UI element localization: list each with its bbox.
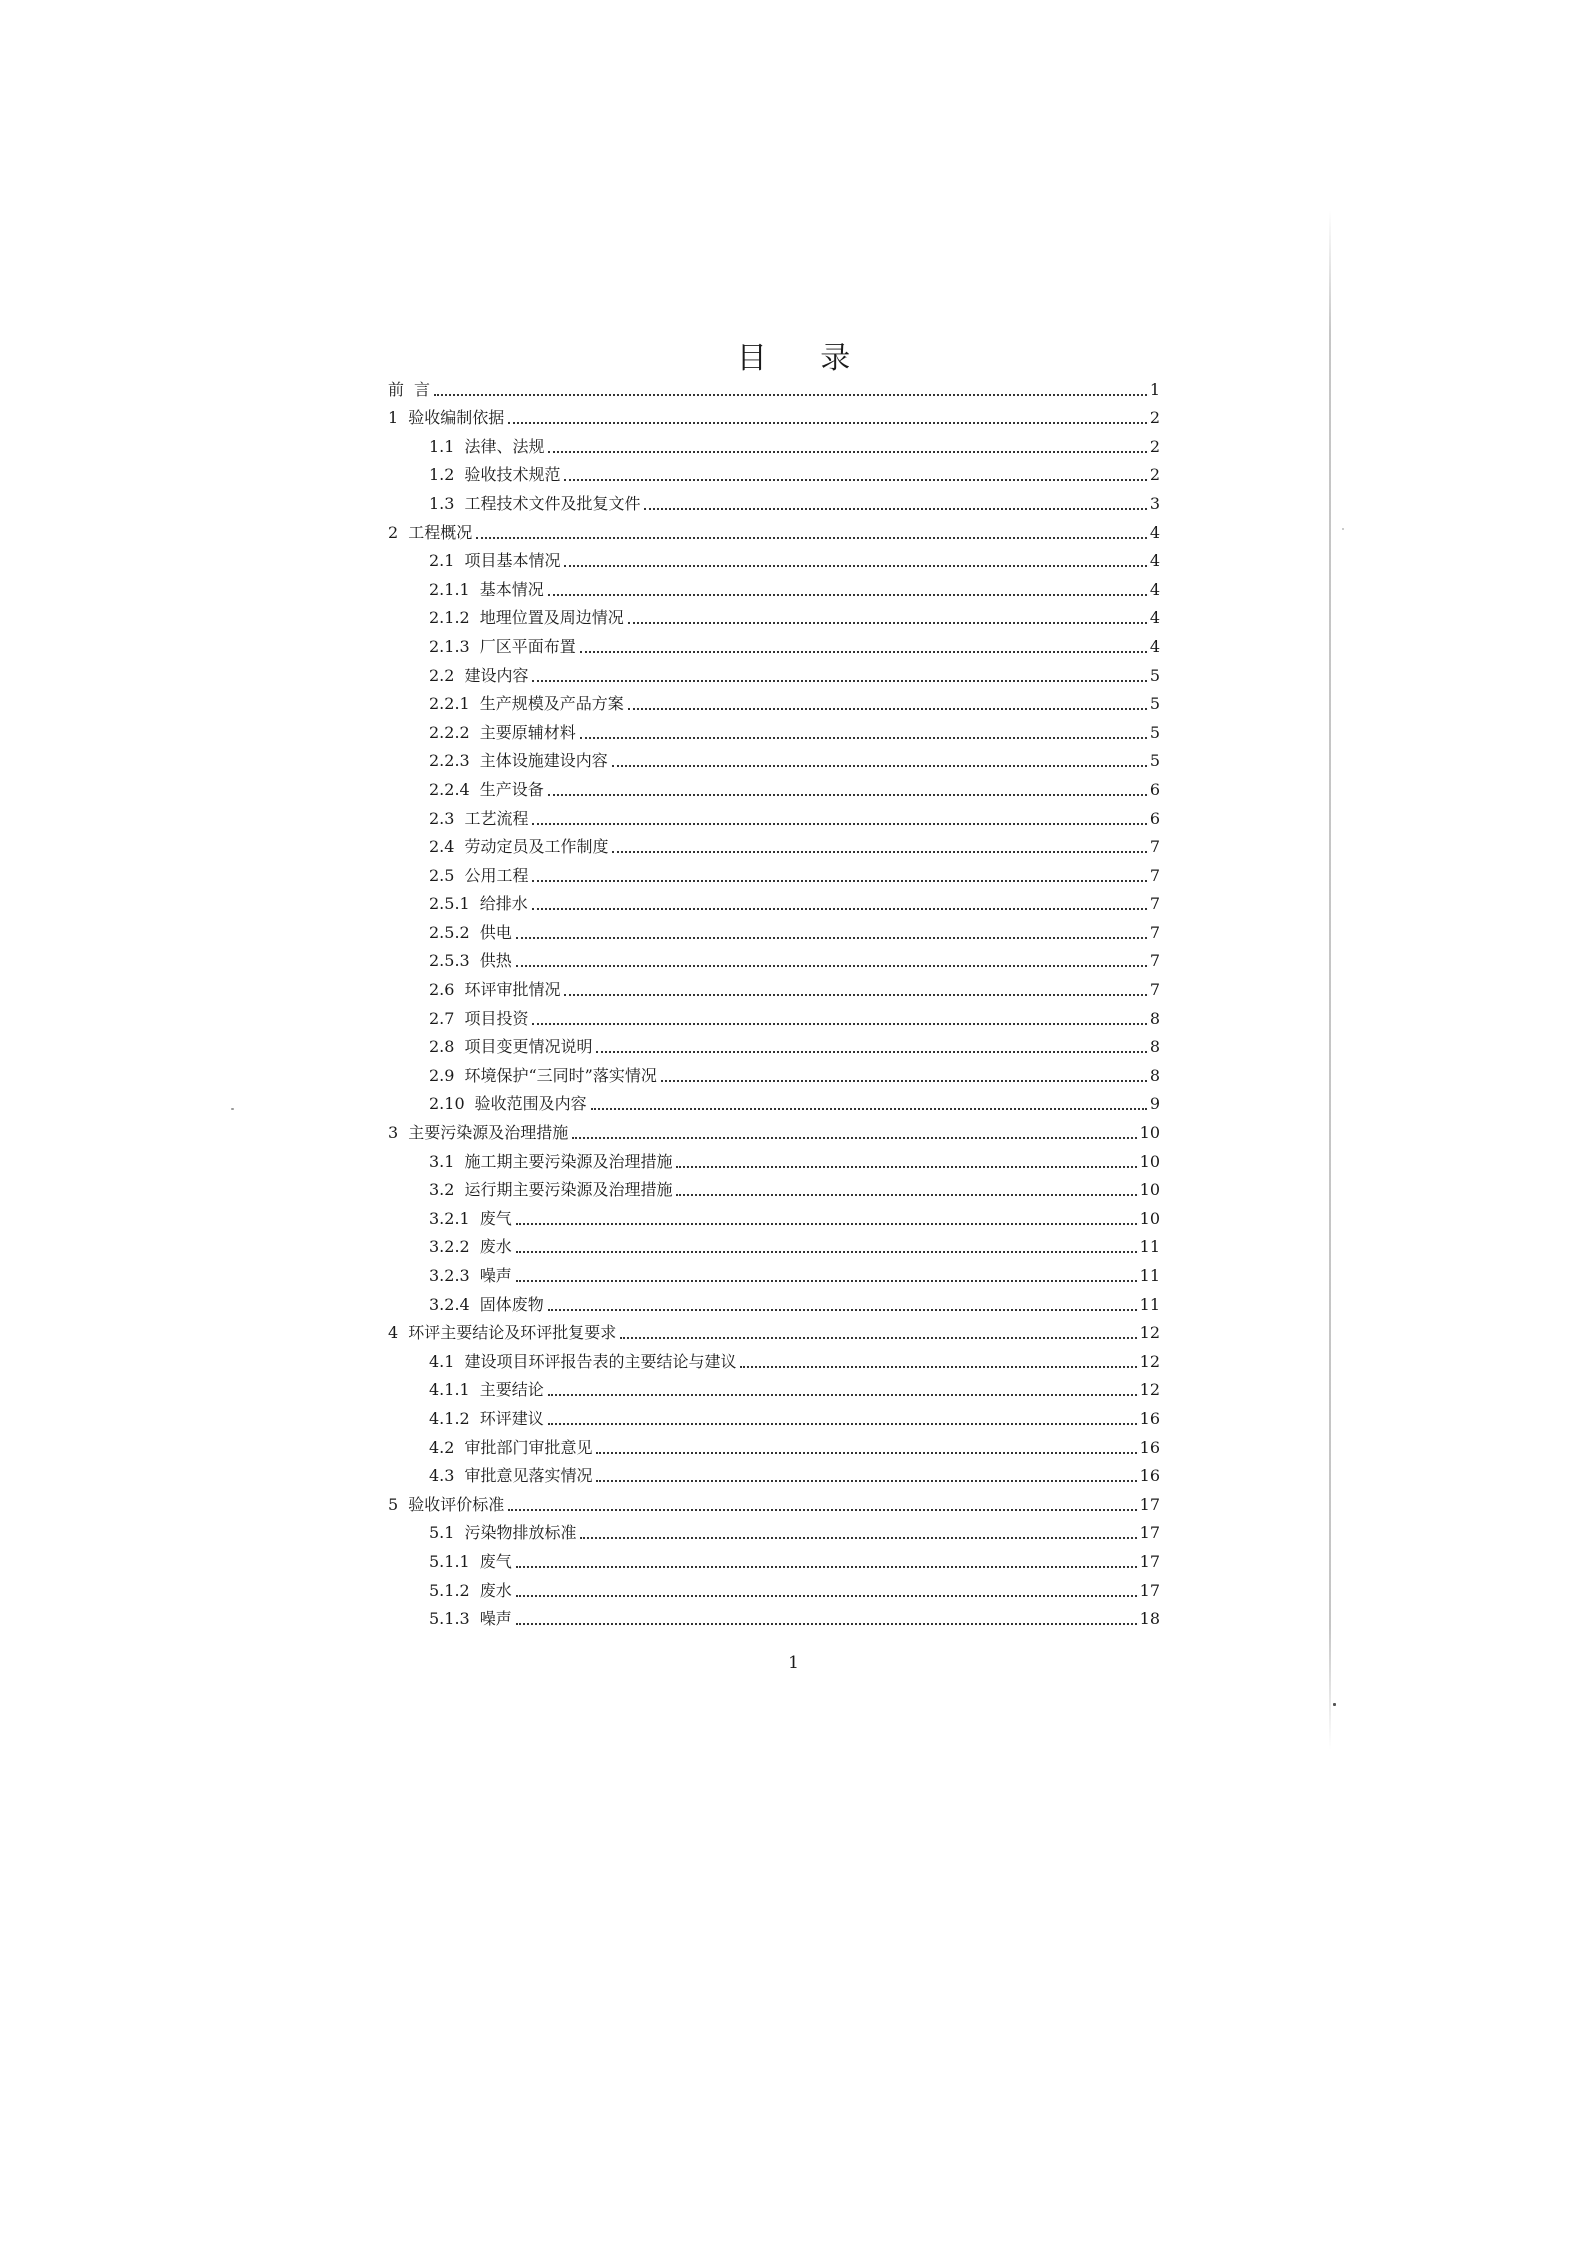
toc-leader-dots (628, 622, 1147, 624)
toc-leader-dots (516, 1566, 1137, 1568)
scan-speck (1333, 1703, 1336, 1706)
toc-entry-text: 建设项目环评报告表的主要结论与建议 (464, 1351, 737, 1371)
toc-entry-label (388, 379, 432, 401)
toc-entry-label (429, 1437, 594, 1459)
toc-leader-dots (628, 708, 1147, 710)
toc-leader-dots (564, 479, 1146, 481)
toc-entry-page: 18 (1139, 1609, 1160, 1629)
toc-entry-number: 2.2.2 (429, 722, 470, 742)
toc-entry-label (429, 1151, 674, 1173)
toc-entry-text: 验收编制依据 (408, 408, 505, 428)
toc-leader-dots (548, 451, 1146, 453)
toc-entry-text: 运行期主要污染源及治理措施 (464, 1180, 673, 1200)
toc-entry[interactable] (385, 1115, 1160, 1144)
toc-entry[interactable] (385, 1201, 1160, 1230)
toc-entry-page: 17 (1139, 1551, 1160, 1571)
toc-entry-page: 8 (1149, 1065, 1160, 1085)
toc-leader-dots (564, 994, 1146, 996)
toc-entry-label (429, 1294, 546, 1316)
toc-entry-number: 2.10 (429, 1094, 465, 1114)
toc-entry[interactable] (385, 458, 1160, 487)
toc-entry[interactable] (385, 1401, 1160, 1430)
toc-entry-page: 7 (1149, 837, 1160, 857)
toc-leader-dots (676, 1194, 1136, 1196)
scan-speck (1342, 528, 1344, 530)
toc-entry-number: 2 (388, 522, 399, 542)
toc-entry-text: 固体废物 (479, 1294, 544, 1314)
toc-entry-text: 工艺流程 (464, 808, 529, 828)
toc-leader-dots (661, 1080, 1147, 1082)
toc-entry-page: 12 (1139, 1380, 1160, 1400)
toc-entry-page: 17 (1139, 1494, 1160, 1514)
toc-entry[interactable] (385, 515, 1160, 544)
toc-entry-label (429, 922, 514, 944)
toc-entry-text: 环评建议 (479, 1408, 544, 1428)
toc-entry-number: 1.1 (429, 436, 455, 456)
toc-entry[interactable] (385, 1344, 1160, 1373)
toc-entry-page: 2 (1149, 408, 1160, 428)
toc-entry[interactable] (385, 658, 1160, 687)
toc-entry-page: 17 (1139, 1523, 1160, 1543)
toc-leader-dots (596, 1480, 1136, 1482)
toc-leader-dots (596, 1452, 1136, 1454)
toc-leader-dots (434, 394, 1147, 396)
toc-entry-page: 12 (1139, 1351, 1160, 1371)
toc-entry-page: 5 (1149, 751, 1160, 771)
toc-entry[interactable] (385, 1487, 1160, 1516)
toc-entry-label (388, 522, 474, 544)
toc-entry-number: 2.3 (429, 808, 455, 828)
toc-entry-text: 生产设备 (479, 779, 544, 799)
toc-entry-page: 1 (1149, 379, 1160, 399)
toc-leader-dots (676, 1166, 1136, 1168)
toc-entry-number: 2.6 (429, 980, 455, 1000)
toc-entry[interactable] (385, 915, 1160, 944)
toc-entry-label (429, 436, 546, 458)
toc-entry[interactable] (385, 1087, 1160, 1116)
toc-entry-number: 3.2.1 (429, 1208, 470, 1228)
toc-entry-text: 验收范围及内容 (474, 1094, 587, 1114)
toc-entry-text: 废水 (479, 1580, 512, 1600)
toc-entry-number: 2.1 (429, 551, 455, 571)
toc-entry[interactable] (385, 772, 1160, 801)
toc-entry-label (429, 979, 562, 1001)
toc-entry[interactable] (385, 687, 1160, 716)
toc-entry-text: 废气 (479, 1208, 512, 1228)
toc-entry-number: 2.8 (429, 1037, 455, 1057)
toc-entry-label (429, 1008, 530, 1030)
toc-entry[interactable] (385, 1516, 1160, 1545)
toc-entry-page: 3 (1149, 493, 1160, 513)
toc-entry-page: 6 (1149, 779, 1160, 799)
toc-entry-page: 7 (1149, 980, 1160, 1000)
toc-entry[interactable] (385, 830, 1160, 859)
toc-entry-number: 2.1.1 (429, 579, 470, 599)
toc-entry-text: 审批部门审批意见 (464, 1437, 593, 1457)
toc-entry-text: 审批意见落实情况 (464, 1466, 593, 1486)
toc-entry-text: 主要原辅材料 (479, 722, 576, 742)
toc-leader-dots (580, 651, 1147, 653)
toc-entry-number: 2.7 (429, 1008, 455, 1028)
toc-entry-number: 3.1 (429, 1151, 455, 1171)
toc-entry-label (429, 636, 578, 658)
toc-entry-page: 16 (1139, 1466, 1160, 1486)
toc-entry-number: 2.1.2 (429, 608, 470, 628)
toc-entry[interactable] (385, 486, 1160, 515)
toc-entry-text: 基本情况 (479, 579, 544, 599)
toc-entry-number: 2.9 (429, 1065, 455, 1085)
toc-entry-number: 4.3 (429, 1466, 455, 1486)
toc-entry-label (429, 493, 642, 515)
toc-leader-dots (644, 508, 1146, 510)
toc-entry-label (429, 1265, 514, 1287)
toc-entry-page: 8 (1149, 1037, 1160, 1057)
toc-entry-page: 2 (1149, 436, 1160, 456)
toc-entry-text: 厂区平面布置 (479, 636, 576, 656)
toc-entry[interactable] (385, 601, 1160, 630)
toc-entry-page: 16 (1139, 1437, 1160, 1457)
toc-entry-number: 2.2.4 (429, 779, 470, 799)
toc-entry[interactable] (385, 972, 1160, 1001)
scan-page-edge (1329, 210, 1331, 1750)
toc-entry-label (429, 464, 562, 486)
toc-entry-number: 5.1 (429, 1523, 455, 1543)
toc-entry[interactable] (385, 544, 1160, 573)
toc-entry-label (429, 579, 546, 601)
toc-leader-dots (516, 965, 1147, 967)
toc-entry[interactable] (385, 1459, 1160, 1488)
toc-entry-number: 3.2.2 (429, 1237, 470, 1257)
toc-entry-label (429, 665, 530, 687)
toc-entry-number: 4.1.2 (429, 1408, 470, 1428)
toc-entry-page: 4 (1149, 608, 1160, 628)
toc-entry[interactable] (385, 1287, 1160, 1316)
page-number: 1 (788, 1653, 799, 1673)
toc-entry-label (429, 1608, 514, 1630)
toc-entry-label (429, 1179, 674, 1201)
toc-entry-text: 主要污染源及治理措施 (408, 1123, 569, 1143)
toc-entry-number: 4.1 (429, 1351, 455, 1371)
toc-entry-number: 3.2.4 (429, 1294, 470, 1314)
toc-entry[interactable] (385, 1430, 1160, 1459)
toc-leader-dots (532, 908, 1147, 910)
toc-entry-text: 废气 (479, 1551, 512, 1571)
toc-entry-page: 9 (1149, 1094, 1160, 1114)
toc-leader-dots (516, 1623, 1137, 1625)
toc-leader-dots (508, 422, 1147, 424)
toc-entry-text: 验收评价标准 (408, 1494, 505, 1514)
toc-entry-label (429, 1580, 514, 1602)
toc-entry-page: 2 (1149, 465, 1160, 485)
toc-entry[interactable] (385, 1173, 1160, 1202)
toc-entry-page: 10 (1139, 1208, 1160, 1228)
toc-leader-dots (580, 1537, 1136, 1539)
toc-leader-dots (548, 1309, 1137, 1311)
toc-leader-dots (508, 1509, 1136, 1511)
toc-leader-dots (612, 851, 1146, 853)
toc-entry[interactable] (385, 429, 1160, 458)
toc-entry-text: 项目变更情况说明 (464, 1037, 593, 1057)
toc-entry-page: 10 (1139, 1123, 1160, 1143)
toc-entry-number: 5.1.2 (429, 1580, 470, 1600)
toc-entry-text: 法律、法规 (464, 436, 545, 456)
toc-entry[interactable] (385, 801, 1160, 830)
toc-entry-label (388, 407, 506, 429)
toc-entry-text: 劳动定员及工作制度 (464, 837, 609, 857)
toc-entry-label (429, 1522, 578, 1544)
scan-speck (231, 1108, 234, 1110)
toc-entry-label (429, 893, 530, 915)
toc-entry-number: 2.5 (429, 865, 455, 885)
toc-entry-page: 11 (1139, 1237, 1160, 1257)
toc-leader-dots (548, 594, 1147, 596)
toc-entry-page: 7 (1149, 922, 1160, 942)
toc-entry-label (429, 1208, 514, 1230)
toc-entry-label (388, 1322, 618, 1344)
toc-leader-dots (476, 537, 1147, 539)
toc-entry-label (429, 1465, 594, 1487)
toc-leader-dots (740, 1366, 1136, 1368)
toc-entry-text: 项目投资 (464, 1008, 529, 1028)
toc-entry-number: 5.1.3 (429, 1609, 470, 1629)
toc-title: 目 录 (736, 341, 873, 376)
toc-entry[interactable] (385, 572, 1160, 601)
toc-entry-text: 验收技术规范 (464, 465, 561, 485)
toc-entry-number: 2.2.3 (429, 751, 470, 771)
toc-leader-dots (548, 1423, 1137, 1425)
toc-entry[interactable] (385, 1144, 1160, 1173)
toc-leader-dots (548, 1394, 1137, 1396)
toc-leader-dots (620, 1337, 1136, 1339)
toc-leader-dots (596, 1051, 1146, 1053)
toc-leader-dots (532, 823, 1146, 825)
toc-leader-dots (612, 765, 1147, 767)
toc-entry-text: 生产规模及产品方案 (479, 694, 624, 714)
toc-leader-dots (516, 937, 1147, 939)
toc-entry-text: 废水 (479, 1237, 512, 1257)
toc-entry-page: 4 (1149, 551, 1160, 571)
toc-entry[interactable] (385, 944, 1160, 973)
toc-entry-text: 环评审批情况 (464, 980, 561, 1000)
toc-entry-number: 4.1.1 (429, 1380, 470, 1400)
toc-entry-number: 2.5.2 (429, 922, 470, 942)
toc-entry-page: 10 (1139, 1180, 1160, 1200)
toc-entry-label (429, 750, 610, 772)
toc-entry[interactable] (385, 401, 1160, 430)
toc-entry[interactable] (385, 744, 1160, 773)
toc-entry-page: 8 (1149, 1008, 1160, 1028)
toc-entry-text: 项目基本情况 (464, 551, 561, 571)
toc-entry[interactable] (385, 1230, 1160, 1259)
toc-entry-label (429, 1065, 659, 1087)
toc-entry[interactable] (385, 715, 1160, 744)
toc-entry-number: 4 (388, 1323, 399, 1343)
toc-entry-label (429, 779, 546, 801)
toc-entry-number: 1.3 (429, 493, 455, 513)
toc-entry-label (429, 550, 562, 572)
toc-entry-number: 2.4 (429, 837, 455, 857)
toc-entry-page: 4 (1149, 636, 1160, 656)
toc-entry-number: 2.5.1 (429, 894, 470, 914)
toc-entry-page: 6 (1149, 808, 1160, 828)
toc-entry-number: 前 (388, 379, 405, 399)
toc-entry-text: 环境保护“三同时”落实情况 (464, 1065, 657, 1085)
toc-entry-text: 主要结论 (479, 1380, 544, 1400)
toc-entry-text: 工程技术文件及批复文件 (464, 493, 641, 513)
toc-entry-label (429, 1379, 546, 1401)
toc-entry-text: 公用工程 (464, 865, 529, 885)
toc-entry-label (429, 693, 626, 715)
toc-entry-page: 12 (1139, 1323, 1160, 1343)
toc-entry[interactable] (385, 1316, 1160, 1345)
toc-leader-dots (532, 880, 1146, 882)
toc-entry[interactable] (385, 1602, 1160, 1631)
toc-entry-label (429, 1236, 514, 1258)
toc-entry-number: 4.2 (429, 1437, 455, 1457)
toc-entry-number: 2.2 (429, 665, 455, 685)
toc-entry-label (429, 607, 626, 629)
toc-entry-text: 主体设施建设内容 (479, 751, 608, 771)
toc-entry-text: 污染物排放标准 (464, 1523, 577, 1543)
toc-entry-label (429, 1036, 594, 1058)
toc-leader-dots (580, 737, 1147, 739)
toc-entry-number: 2.1.3 (429, 636, 470, 656)
toc-entry-page: 5 (1149, 665, 1160, 685)
toc-entry-label (429, 865, 530, 887)
toc-entry-text: 噪声 (479, 1609, 512, 1629)
toc-entry-number: 3.2.3 (429, 1266, 470, 1285)
toc-entry[interactable] (385, 1573, 1160, 1602)
toc-entry-page: 4 (1149, 579, 1160, 599)
toc-entry-text: 供热 (479, 951, 512, 971)
toc-entry-number: 5.1.1 (429, 1551, 470, 1571)
toc-leader-dots (564, 565, 1146, 567)
toc-entry-text: 建设内容 (464, 665, 529, 685)
toc-entry-text: 工程概况 (408, 522, 473, 542)
toc-entry-text: 施工期主要污染源及治理措施 (464, 1151, 673, 1171)
toc-leader-dots (516, 1595, 1137, 1597)
toc-leader-dots (516, 1223, 1137, 1225)
toc-entry[interactable] (385, 1373, 1160, 1402)
toc-entry[interactable] (385, 1001, 1160, 1030)
toc-entry[interactable] (385, 629, 1160, 658)
toc-entry-number: 3.2 (429, 1180, 455, 1200)
toc-entry-label (429, 1351, 738, 1373)
toc-entry-page: 11 (1139, 1266, 1160, 1285)
toc-entry-label (429, 1551, 514, 1573)
toc-entry-page: 5 (1149, 722, 1160, 742)
toc-entry-number: 2.5.3 (429, 951, 470, 971)
toc-entry-number: 1 (388, 408, 399, 428)
toc-entry-text: 噪声 (479, 1266, 512, 1285)
toc-entry-page: 5 (1149, 694, 1160, 714)
toc-entry-label (429, 722, 578, 744)
toc-entry-label (388, 1494, 506, 1516)
toc-entry-text: 言 (414, 379, 431, 399)
toc-entry-label (429, 808, 530, 830)
toc-entry-page: 16 (1139, 1408, 1160, 1428)
toc-entry-number: 5 (388, 1494, 399, 1514)
table-of-contents (385, 372, 1160, 1630)
toc-entry-label (429, 950, 514, 972)
toc-leader-dots (516, 1280, 1137, 1282)
toc-leader-dots (548, 794, 1147, 796)
toc-entry-text: 环评主要结论及环评批复要求 (408, 1323, 617, 1343)
toc-entry-label (429, 1408, 546, 1430)
toc-entry-page: 4 (1149, 522, 1160, 542)
toc-entry-page: 7 (1149, 865, 1160, 885)
toc-leader-dots (572, 1137, 1136, 1139)
toc-entry-page: 17 (1139, 1580, 1160, 1600)
toc-entry-text: 给排水 (479, 894, 528, 914)
toc-entry[interactable] (385, 858, 1160, 887)
toc-leader-dots (532, 680, 1146, 682)
toc-entry[interactable] (385, 1544, 1160, 1573)
toc-entry-label (388, 1122, 570, 1144)
toc-entry[interactable] (385, 1258, 1160, 1287)
toc-leader-dots (532, 1023, 1146, 1025)
toc-entry-text: 地理位置及周边情况 (479, 608, 624, 628)
toc-entry[interactable] (385, 887, 1160, 916)
toc-entry-page: 7 (1149, 951, 1160, 971)
toc-entry[interactable] (385, 1058, 1160, 1087)
toc-entry-page: 11 (1139, 1294, 1160, 1314)
toc-entry-page: 10 (1139, 1151, 1160, 1171)
toc-entry-text: 供电 (479, 922, 512, 942)
toc-entry-page: 7 (1149, 894, 1160, 914)
toc-entry[interactable] (385, 372, 1160, 401)
toc-entry-label (429, 836, 610, 858)
toc-entry[interactable] (385, 1030, 1160, 1059)
toc-leader-dots (591, 1108, 1147, 1110)
toc-entry-number: 2.2.1 (429, 694, 470, 714)
toc-entry-number: 1.2 (429, 465, 455, 485)
toc-entry-label (429, 1093, 589, 1115)
toc-entry-number: 3 (388, 1123, 399, 1143)
toc-leader-dots (516, 1251, 1137, 1253)
